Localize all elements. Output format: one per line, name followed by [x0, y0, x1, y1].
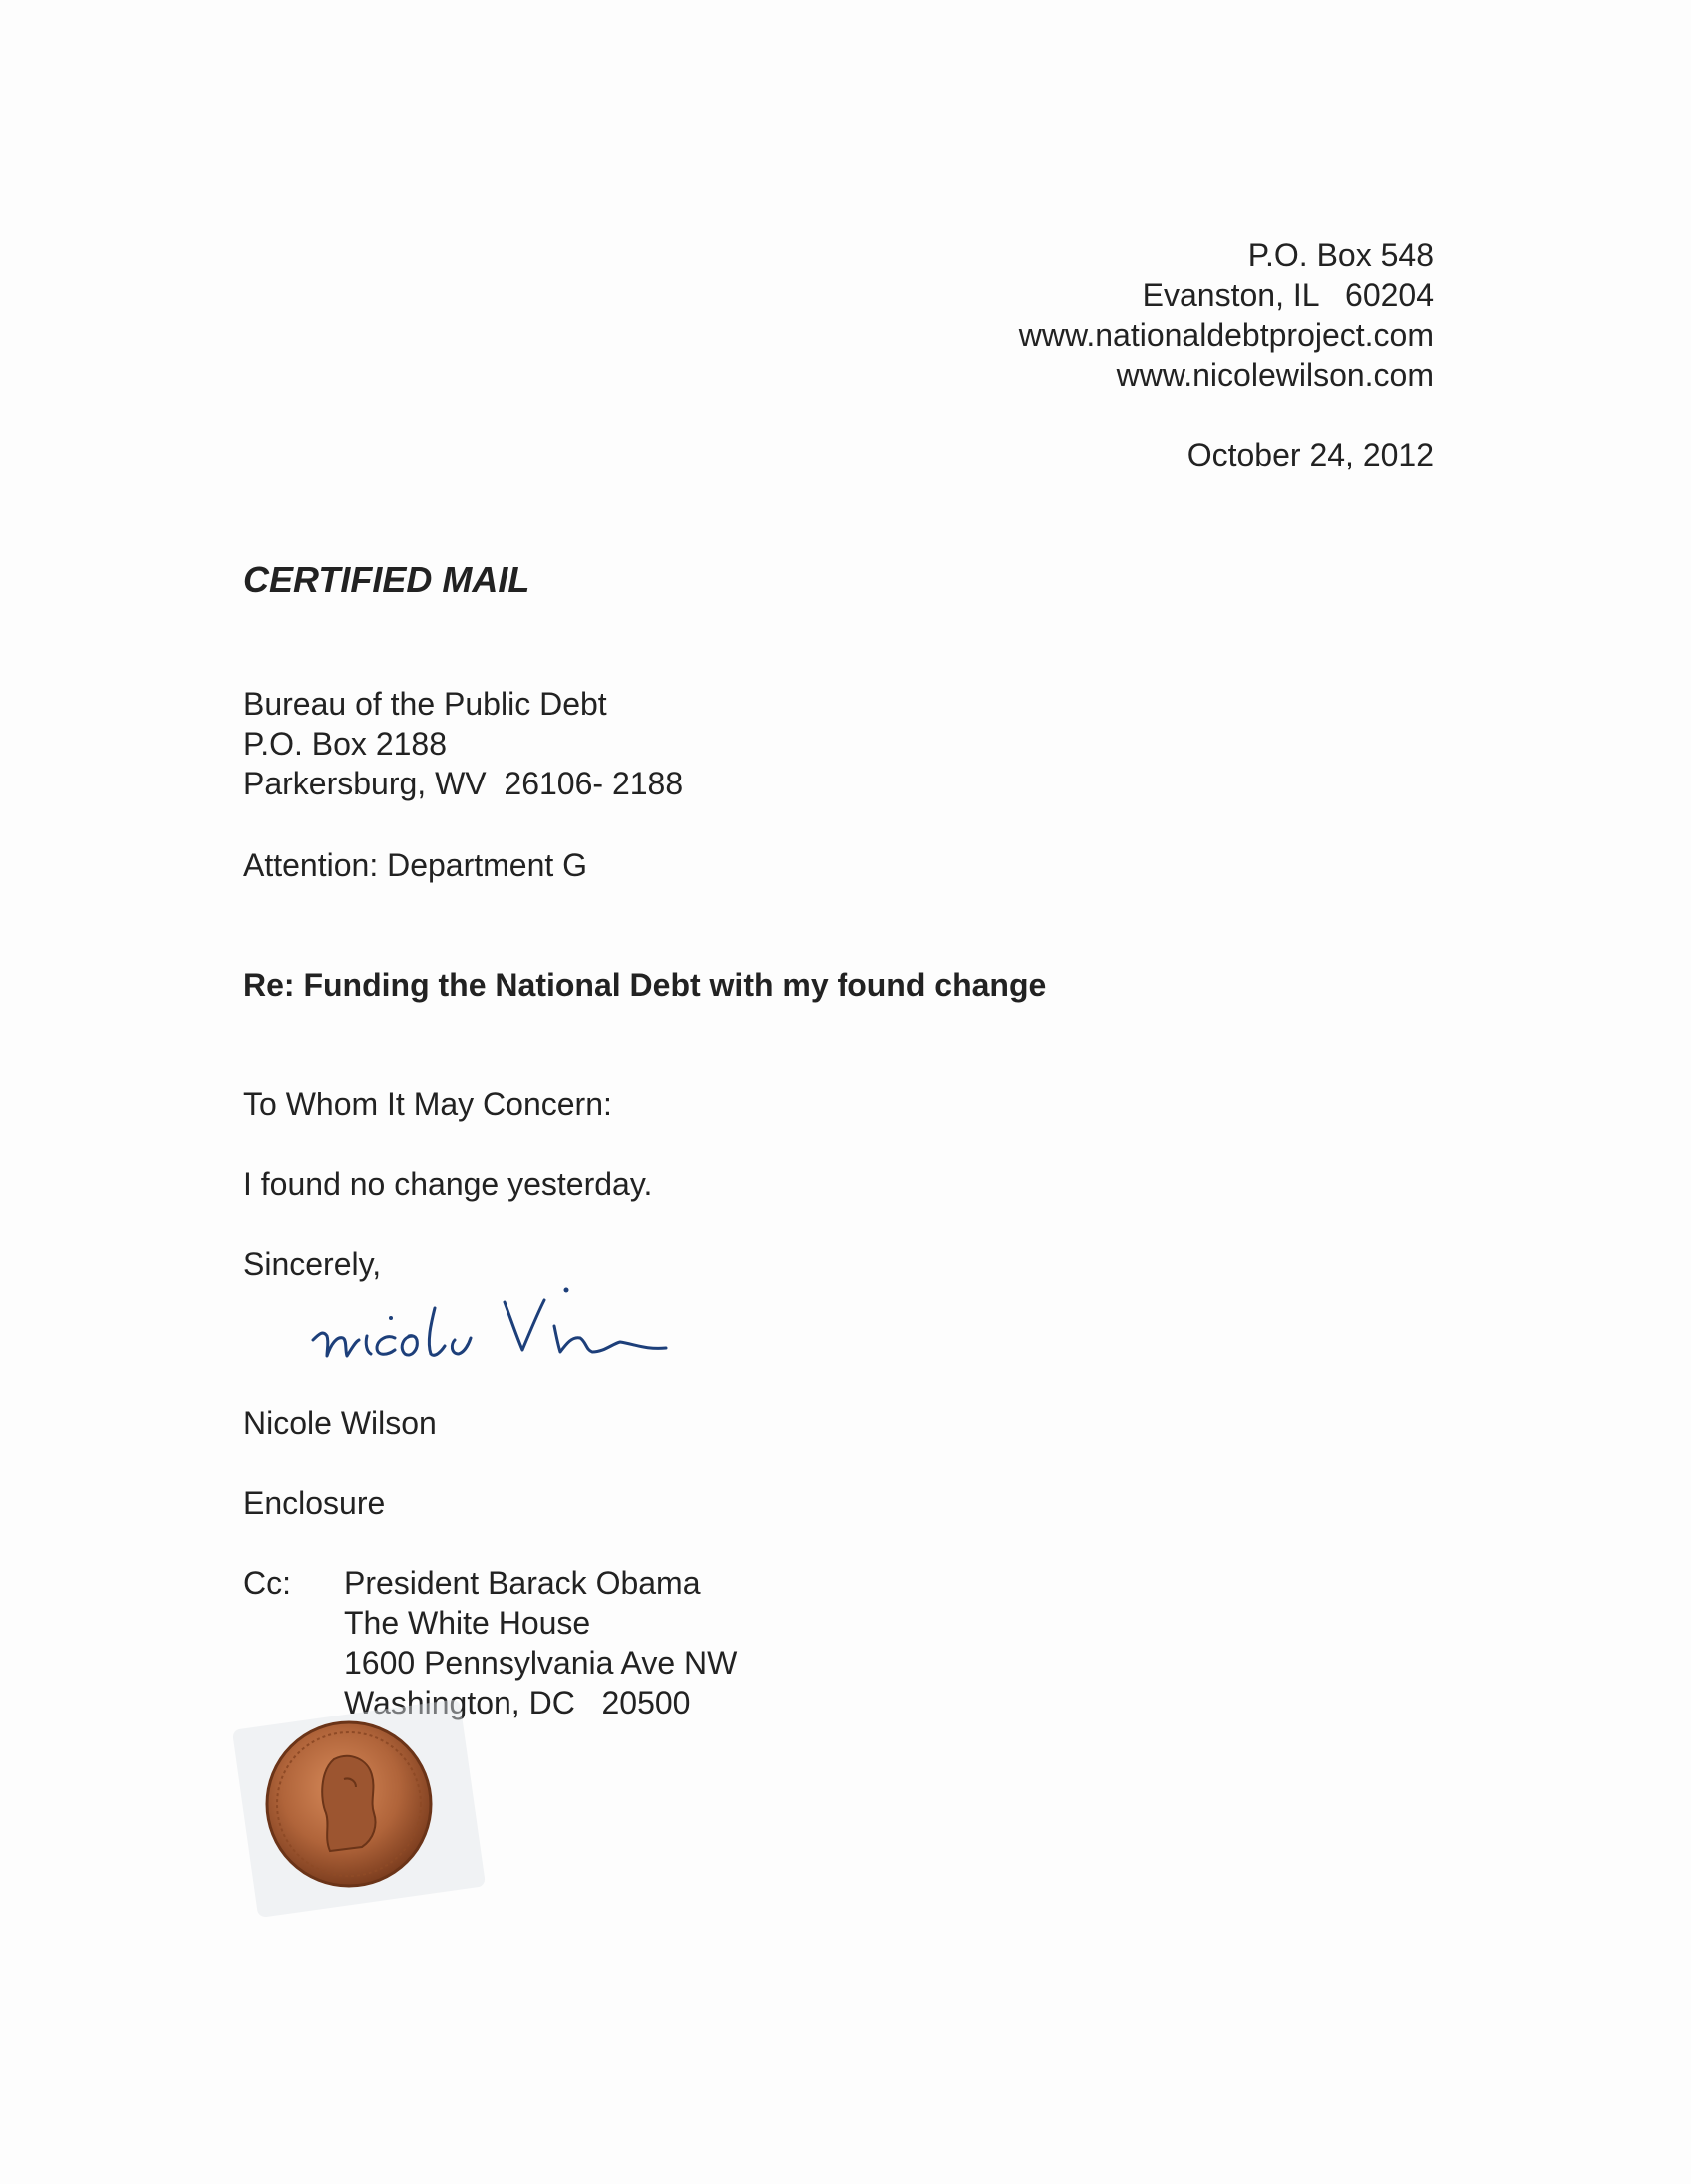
sender-website-2: www.nicolewilson.com [1116, 357, 1434, 393]
subject-line: Re: Funding the National Debt with my found change [243, 967, 1047, 1003]
sender-address-block [1019, 235, 1434, 395]
body-paragraph: I found no change yesterday. [243, 1166, 653, 1202]
mail-type-heading: CERTIFIED MAIL [243, 559, 530, 600]
recipient-name: Bureau of the Public Debt [243, 686, 607, 722]
handwritten-signature-icon [305, 1278, 704, 1378]
closing: Sincerely, [243, 1246, 382, 1282]
sender-po-box: P.O. Box 548 [1247, 237, 1434, 273]
cc-name: President Barack Obama [344, 1565, 701, 1601]
cc-address-line-2: 1600 Pennsylvania Ave NW [344, 1645, 738, 1681]
recipient-po-box: P.O. Box 2188 [243, 726, 447, 762]
letter-date: October 24, 2012 [1186, 437, 1434, 472]
enclosure-note: Enclosure [243, 1485, 386, 1521]
taped-penny [244, 1700, 474, 1914]
sender-city-state-zip: Evanston, IL 60204 [1142, 277, 1434, 313]
cc-label: Cc: [243, 1565, 291, 1601]
salutation: To Whom It May Concern: [243, 1087, 612, 1122]
recipient-address-block [243, 684, 683, 803]
cc-address-line-3: Washington, DC 20500 [344, 1685, 691, 1720]
signer-name: Nicole Wilson [243, 1405, 437, 1441]
cc-address-line-1: The White House [344, 1605, 591, 1641]
attention-line: Attention: Department G [243, 847, 588, 883]
recipient-city-state-zip: Parkersburg, WV 26106- 2188 [243, 766, 684, 801]
cc-address-block [344, 1563, 737, 1722]
penny-coin-icon [264, 1719, 434, 1889]
sender-website-1: www.nationaldebtproject.com [1018, 317, 1434, 353]
